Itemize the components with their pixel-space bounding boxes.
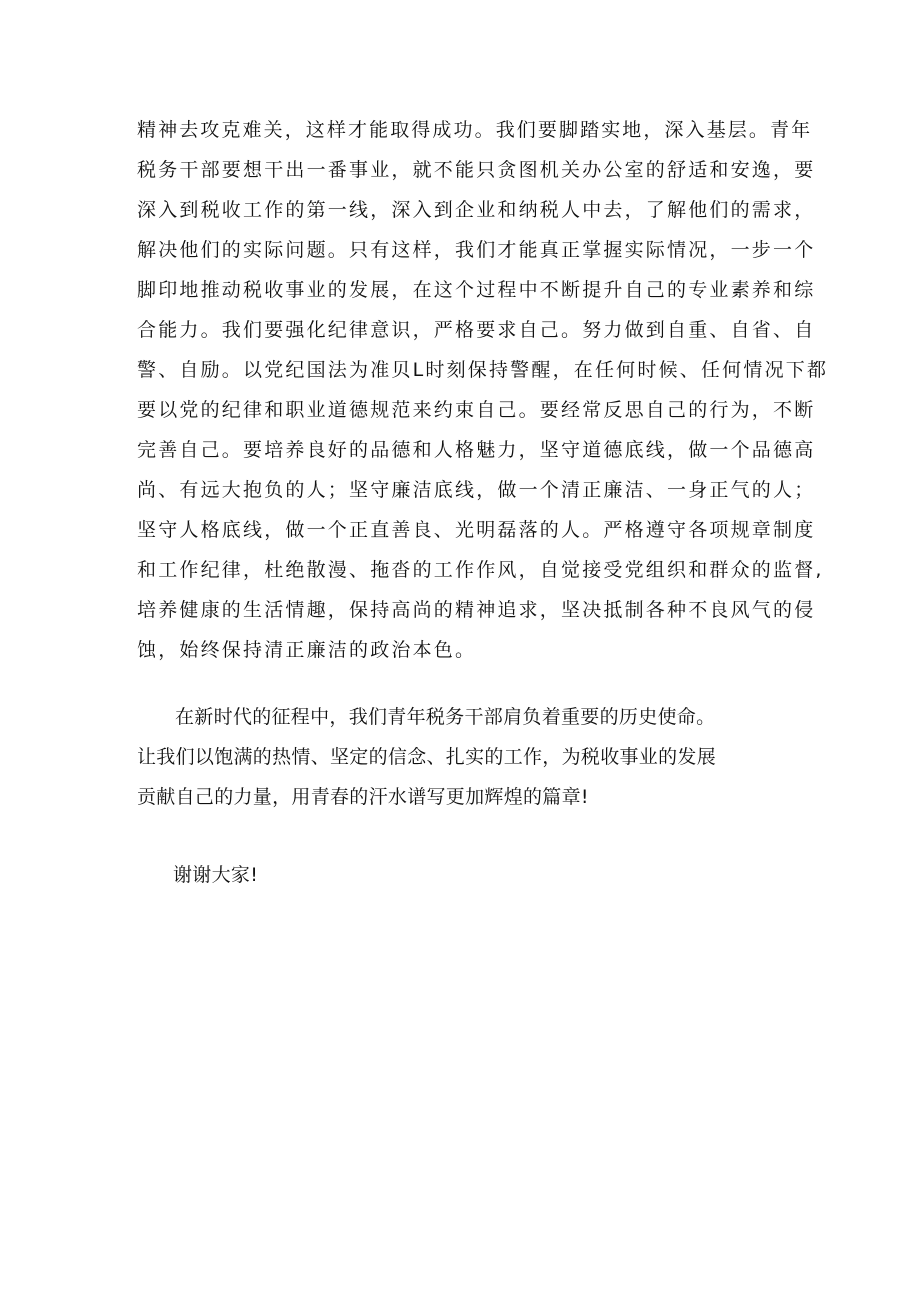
paragraph1-line: 蚀，始终保持清正廉洁的政治本色。 (137, 639, 477, 661)
paragraph1-line: 要以党的纪律和职业道德规范来约束自己。要经常反思自己的行为，不断 (137, 399, 816, 421)
paragraph1-line: 和工作纪律，杜绝散漫、拖沓的工作作风，自觉接受党组织和群众的监督, (137, 559, 824, 581)
paragraph1-line: 合能力。我们要强化纪律意识，严格要求自己。努力做到自重、自省、自 (137, 319, 816, 341)
paragraph2-line: 让我们以饱满的热情、坚定的信念、扎实的工作，为税收事业的发展 (137, 746, 717, 768)
paragraph2-line: 贡献自己的力量，用青春的汗水谱写更加辉煌的篇章! (137, 786, 589, 808)
paragraph1-line: 深入到税收工作的第一线，深入到企业和纳税人中去，了解他们的需求， (137, 199, 816, 221)
paragraph2-line: 在新时代的征程中，我们青年税务干部肩负着重要的历史使命。 (175, 706, 716, 728)
paragraph1-line: 警、自励。以党纪国法为准贝L时刻保持警醒，在任何时候、任何情况下都 (137, 359, 829, 381)
paragraph1-line: 完善自己。要培养良好的品德和人格魅力，坚守道德底线，做一个品德高 (137, 439, 816, 461)
paragraph1-line: 解决他们的实际问题。只有这样，我们才能真正掌握实际情况，一步一个 (137, 239, 816, 261)
paragraph1-line: 坚守人格底线，做一个正直善良、光明磊落的人。严格遵守各项规章制度 (137, 519, 816, 541)
paragraph1-line: 税务干部要想干出一番事业，就不能只贪图机关办公室的舒适和安逸，要 (137, 159, 816, 181)
closing-line: 谢谢大家! (173, 864, 259, 886)
paragraph1-line: 培养健康的生活情趣，保持高尚的精神追求，坚决抵制各种不良风气的侵 (137, 599, 816, 621)
paragraph1-line: 精神去攻克难关，这样才能取得成功。我们要脚踏实地，深入基层。青年 (137, 119, 813, 141)
paragraph-gap (137, 670, 837, 697)
paragraph1-line: 脚印地推动税收事业的发展，在这个过程中不断提升自己的专业素养和综 (137, 279, 816, 301)
document-body (137, 110, 837, 895)
paragraph-gap (137, 817, 837, 855)
paragraph1-line: 尚、有远大抱负的人；坚守廉洁底线，做一个清正廉洁、一身正气的人； (137, 479, 816, 501)
